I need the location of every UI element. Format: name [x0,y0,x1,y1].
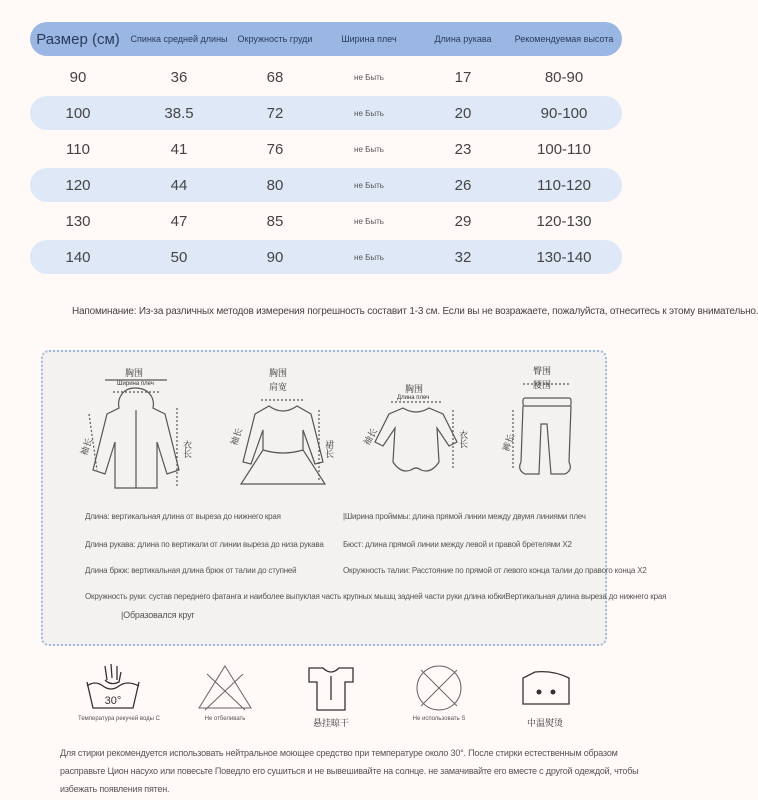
header-shoulder: Ширина плеч [341,34,397,44]
coat-figure [77,370,197,495]
table-cell: не Быть [354,180,384,190]
svg-text:30°: 30° [104,695,122,707]
table-cell: 130-140 [536,248,592,266]
table-row [30,168,622,202]
table-cell: 29 [454,212,472,230]
header-chest: Окружность груди [237,34,313,44]
romper-figure [361,370,471,495]
table-cell: 76 [266,140,284,158]
table-row [30,204,622,238]
table-cell: 90-100 [540,104,588,122]
table-cell: 120-130 [536,212,592,230]
coat-length-label: 衣长 [182,440,192,458]
size-table [30,22,622,276]
table-header-row [30,22,622,56]
desc-pants: Длина брюк: вертикальная длина брюк от талии до ступней [85,566,297,575]
wash-instructions: Для стирки рекомендуется использовать нейтральное моющее средство при температуре около 30°. После стирки естественным образом расправьте Цион насухо или повесьте Поведло его сушиться и не вывешивайте на солнце. не замачивайте его вместе с другой одеждой, чтобы избежать появления пятен. [60,748,639,794]
care-hang [296,660,366,729]
table-cell: 32 [454,248,472,266]
table-cell: 90 [69,68,87,86]
table-cell: не Быть [354,144,384,154]
table-cell: 23 [454,140,472,158]
hand-wash-icon [81,660,145,714]
care-wash [78,660,160,722]
care-bleach [190,660,260,722]
desc-armhole: |Ширина пройммы: длина прямой линии между двумя линиями плеч [343,512,586,521]
table-cell: 85 [266,212,284,230]
desc-sleeve: Длина рукава: длина по вертикали от линии выреза до низа рукава [85,540,324,549]
table-cell: 80 [266,176,284,194]
hang-dry-icon [299,660,363,714]
no-dryclean-icon [407,660,471,714]
table-cell: 68 [266,68,284,86]
coat-icon [77,370,197,495]
coat-shoulder-label: Ширина плеч [117,381,154,387]
desc-waist: Окружность талии: Расстояние по прямой от левого конца талии до правого конца X2 [343,566,647,575]
dress-sleeve-label: 袖长 [228,426,245,447]
measurement-diagram [41,350,667,646]
reminder-note: Напоминание: Из-за различных методов измерения погрешность составит 1-3 см. Если вы не возражаете, пожалуйста, отнеситесь к этому внимательно. [72,306,758,317]
table-cell: 20 [454,104,472,122]
desc-arm: Окружность руки: сустав переднего фатанга и наиболее выпуклая часть крупных мышц задней части руки длина юбкиВертикальная длина выреза до нижнего края [85,592,667,601]
table-cell: 47 [170,212,188,230]
table-cell: не Быть [354,252,384,262]
table-cell: не Быть [354,108,384,118]
table-cell: 44 [170,176,188,194]
desc-length: Длина: вертикальная длина от выреза до нижнего края [85,512,281,521]
care-hang-label: 悬挂晾干 [312,718,349,728]
table-cell: 130 [65,212,91,230]
care-iron-label: 中温熨烫 [526,718,563,728]
care-dryclean-label: Не использовать S [412,716,466,722]
table-cell: 140 [65,248,91,266]
pants-waist-label: 腰围 [533,380,552,390]
table-cell: не Быть [354,216,384,226]
table-cell: 120 [65,176,91,194]
table-cell: 72 [266,104,284,122]
coat-chest-label: 胸围 [125,368,144,378]
table-cell: 100 [65,104,91,122]
dress-length-label: 裙长 [324,440,334,458]
table-cell: 17 [454,68,472,86]
header-sleeve: Длина рукава [434,34,492,44]
table-cell: 90 [266,248,284,266]
romper-shoulder-label: Длина плеч [397,395,430,401]
coat-sleeve-label: 袖长 [78,436,95,457]
romper-length-label: 衣长 [458,430,468,448]
header-height: Рекомендуемая высота [514,34,614,44]
table-cell: 50 [170,248,188,266]
table-cell: 26 [454,176,472,194]
care-bleach-label: Не отбеливать [204,716,246,722]
desc-circle: |Образовался круг [121,610,195,620]
header-back-length: Спинка средней длины [130,34,228,44]
dress-figure [228,368,334,495]
table-cell: 110 [66,140,90,158]
care-wash-label: Температура рекучей воды C [78,716,160,722]
table-cell: 41 [170,140,188,158]
table-row [30,60,622,94]
desc-bust: Бюст: длина прямой линии между левой и правой бретелями X2 [343,540,572,549]
table-row [30,132,622,166]
romper-chest-label: 胸围 [405,384,424,394]
table-row [30,96,622,130]
table-cell: 38.5 [164,104,194,122]
no-bleach-icon [193,660,257,714]
header-size: Размер (см) [36,30,120,48]
table-cell: 100-110 [537,140,591,158]
pants-hip-label: 臀围 [533,366,552,376]
care-dryclean [404,660,474,722]
dress-chest-label: 胸围 [269,368,288,378]
pants-figure [499,366,589,495]
pants-length-label: 裤长 [500,432,517,453]
table-cell: 36 [170,68,188,86]
table-row [30,240,622,274]
table-cell: 80-90 [544,68,584,86]
iron-medium-icon [513,660,577,714]
dress-shoulder-label: 肩宽 [269,382,288,392]
table-cell: 110-120 [537,176,591,194]
table-cell: не Быть [354,72,384,82]
care-iron [510,660,580,729]
romper-sleeve-label: 袖长 [361,426,380,448]
